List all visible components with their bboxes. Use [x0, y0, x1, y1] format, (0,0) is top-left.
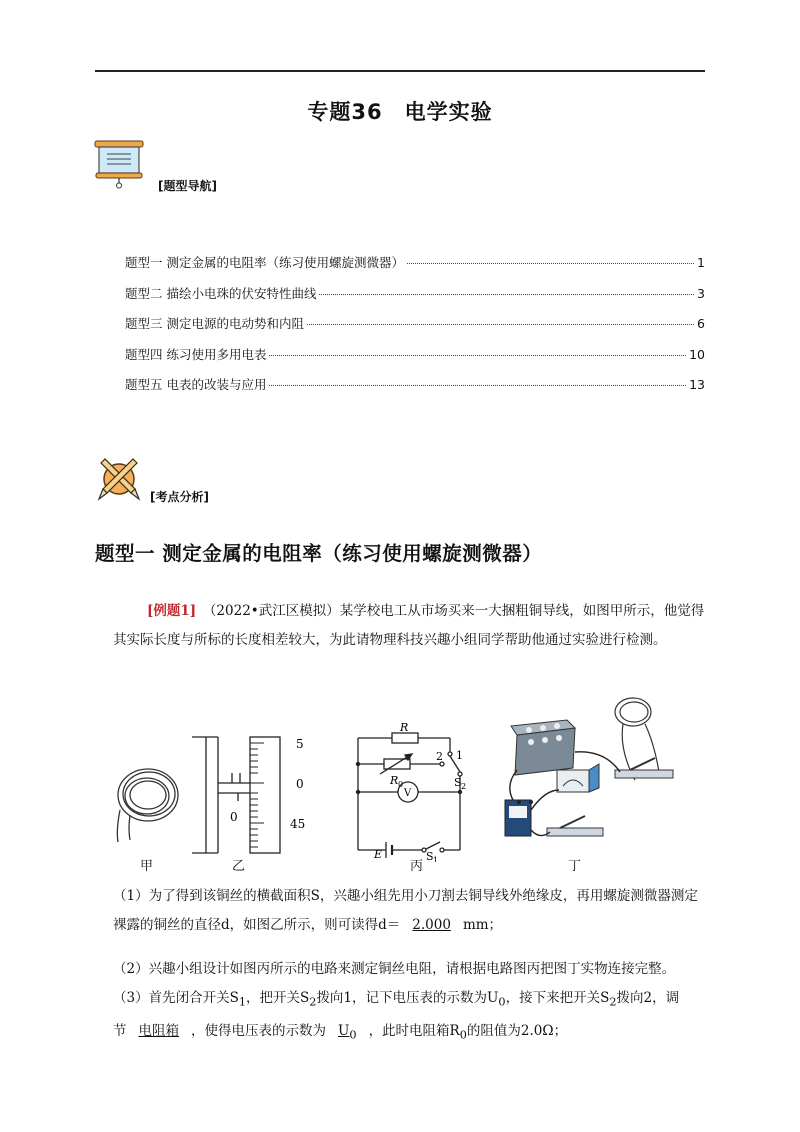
section-heading: 题型一 测定金属的电阻率（练习使用螺旋测微器）	[95, 542, 543, 565]
question-3-answer-2	[326, 1022, 369, 1042]
question-3	[113, 984, 705, 1049]
toc-leader	[307, 324, 694, 325]
toc-item-text: 题型三 测定电源的电动势和内阻	[125, 316, 304, 331]
toc-item[interactable]	[125, 314, 705, 345]
q3-answer2-text: U	[338, 1022, 350, 1039]
q3-text-a: （3）首先闭合开关S	[113, 990, 239, 1006]
q3-line2-d: 的阻值为2.0Ω；	[466, 1022, 568, 1039]
circuit-label-E: E	[374, 848, 383, 861]
q3-answer2-sub: 0	[349, 1028, 357, 1042]
question-1	[113, 882, 705, 940]
toc-item[interactable]	[125, 375, 705, 406]
micrometer-main-0: 0	[230, 810, 238, 824]
table-of-contents	[125, 253, 705, 406]
q3-sub-b: 2	[309, 995, 317, 1009]
micrometer-tick-45: 45	[290, 817, 306, 831]
circuit-label-R0: R	[390, 774, 399, 787]
q3-line2-a: 节	[113, 1022, 127, 1039]
question-1-answer: 2.000	[412, 917, 451, 933]
question-1-unit: mm；	[462, 917, 503, 933]
crossed-pencils-icon	[95, 455, 143, 503]
figure-circuit-diagram	[350, 722, 480, 862]
toc-item-page: 6	[697, 316, 705, 331]
toc-item[interactable]	[125, 284, 705, 315]
figure-apparatus	[495, 690, 700, 855]
example-intro-text: （2022•武江区模拟）某学校电工从市场买来一大捆粗铜导线，如图甲所示，他觉得其实际长度与所标的长度相差较大，为此请物理科技兴趣小组同学帮助他通过实验进行检测。	[113, 603, 705, 648]
toc-item-page: 3	[697, 285, 705, 301]
toc-item-text: 题型一 测定金属的电阻率（练习使用螺旋测微器）	[125, 255, 404, 270]
toc-item-page: 10	[689, 346, 705, 362]
figure-label-yi: 乙	[232, 859, 246, 874]
q3-sub-c: 0	[498, 995, 506, 1009]
example-label: [例题1]	[147, 603, 197, 619]
q3-line2-c-sub: 0	[459, 1028, 467, 1042]
circuit-label-R: R	[400, 722, 409, 734]
figure-label-bing: 丙	[410, 859, 424, 874]
q3-text-d: ，接下来把开关S	[505, 990, 610, 1006]
analysis-label: [考点分析]	[150, 490, 209, 504]
q3-line2-b: ，使得电压表的示数为	[191, 1022, 326, 1039]
q3-sub-a: 1	[238, 995, 247, 1009]
circuit-label-R0-sub: 0	[398, 780, 404, 789]
question-3-answer-1: 电阻箱	[138, 1022, 179, 1039]
circuit-label-S2: S	[454, 776, 462, 789]
toc-leader	[407, 263, 694, 264]
toc-item-page: 13	[689, 377, 705, 392]
figure-wire-coil	[108, 750, 188, 845]
figure-micrometer	[192, 735, 332, 855]
toc-item-text: 题型五 电表的改装与应用	[125, 377, 267, 392]
toc-item-text: 题型二 描绘小电珠的伏安特性曲线	[125, 285, 317, 301]
circuit-label-S1: S	[426, 850, 434, 862]
toc-item-text: 题型四 练习使用多用电表	[125, 346, 267, 362]
projector-screen-icon	[93, 139, 145, 189]
page-title: 专题36 电学实验	[307, 100, 493, 124]
figure-label-ding: 丁	[568, 859, 582, 874]
toc-leader	[269, 385, 686, 386]
toc-leader	[269, 355, 686, 356]
switch-position-1: 1	[456, 749, 463, 762]
q3-text-c: 拨向1，记下电压表的示数为U	[316, 990, 499, 1006]
circuit-label-S2-sub: 2	[461, 782, 467, 791]
figure-label-jia: 甲	[140, 859, 154, 874]
switch-position-2: 2	[436, 750, 443, 763]
voltmeter-label: V	[404, 788, 412, 799]
q3-text-e: 拨向2，调	[616, 990, 680, 1006]
q3-line2-c: ，此时电阻箱R	[368, 1022, 460, 1039]
nav-label: [题型导航]	[158, 179, 217, 193]
toc-leader	[319, 294, 694, 295]
header-rule	[95, 70, 705, 72]
micrometer-tick-0: 0	[296, 777, 304, 791]
toc-item-page: 1	[697, 255, 705, 270]
toc-item[interactable]	[125, 253, 705, 284]
example-intro	[113, 597, 705, 655]
q3-sub-d: 2	[609, 995, 617, 1009]
q3-text-b: ，把开关S	[246, 990, 310, 1006]
circuit-label-S1-sub: 1	[433, 856, 439, 862]
question-1-text: （1）为了得到该铜丝的横截面积S，兴趣小组先用小刀割去铜导线外绝缘皮，再用螺旋测微器测定裸露的铜丝的直径d，如图乙所示，则可读得d＝	[113, 888, 698, 933]
toc-item[interactable]	[125, 345, 705, 376]
question-2: （2）兴趣小组设计如图丙所示的电路来测定铜丝电阻，请根据电路图丙把图丁实物连接完整。	[113, 961, 676, 977]
micrometer-tick-5: 5	[296, 737, 304, 751]
